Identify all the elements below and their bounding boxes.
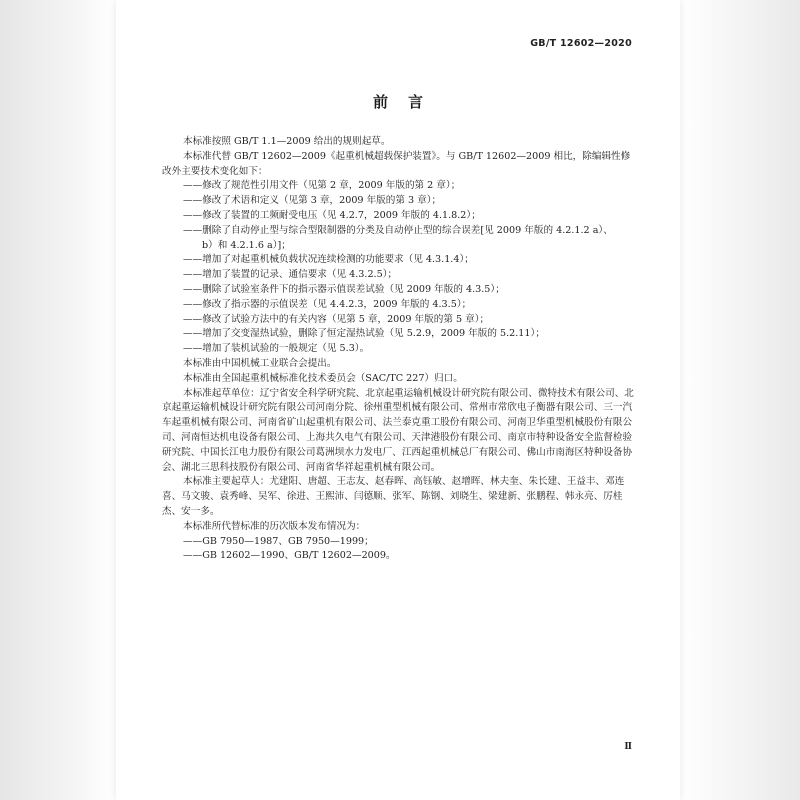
list-item: ——GB 12602—1990、GB/T 12602—2009。 [183,550,396,562]
document-body [162,135,636,564]
list-item: ——修改了装置的工频耐受电压（见 4.2.7，2009 年版的 4.1.8.2）； [183,209,481,221]
list-item: ——增加了对起重机械负载状况连续检测的功能要求（见 4.3.1.4）； [183,254,474,266]
paragraph: 本标准按照 GB/T 1.1—2009 给出的规则起草。 [183,136,391,147]
list-item: ——删除了自动停止型与综合型限制器的分类及自动停止型的综合误差[见 2009 年版的 4.2.1.2 a）、 [183,224,613,236]
paragraph: 本标准由中国机械工业联合会提出。 [183,357,337,369]
list-item: ——修改了指示器的示值误差（见 4.4.2.3，2009 年版的 4.3.5）； [183,298,472,310]
list-item: ——增加了装机试验的一般规定（见 5.3）。 [183,343,370,355]
paragraph: 本标准所代替标准的历次版本发布情况为： [183,520,366,532]
list-item: ——修改了试验方法中的有关内容（见第 5 章，2009 年版的第 5 章）； [183,313,490,325]
page-title: 前言 [372,93,443,111]
list-item: ——增加了交变湿热试验，删除了恒定湿热试验（见 5.2.9，2009 年版的 5.2.11）； [183,328,545,340]
page-number: Ⅱ [624,742,632,752]
paragraph: 本标准代替 GB/T 12602—2009《起重机械超载保护装置》。与 GB/T 12602—2009 相比，除编辑性修改外主要技术变化如下： [162,150,631,177]
drafters-paragraph: 本标准主要起草人：尤建阳、唐超、王志友、赵春晖、高钰敏、赵增晖、林夫奎、朱长建、王益丰、邓连喜、马文骏、袁秀峰、吴军、徐进、王熙沛、闫德顺、张军、陈钢、刘晓生、梁建新、张鹏程、韩永亮、厉桂杰、安一多。 [162,476,625,517]
list-item: ——增加了装置的记录、通信要求（见 4.3.2.5）； [183,269,398,281]
document-page [116,0,680,800]
paragraph: 本标准由全国起重机械标准化技术委员会（SAC/TC 227）归口。 [183,372,463,384]
page-gutter-left [0,0,116,800]
list-item: ——修改了术语和定义（见第 3 章，2009 年版的第 3 章）； [183,195,442,207]
list-item: ——修改了规范性引用文件（见第 2 章，2009 年版的第 2 章）； [183,180,461,192]
drafting-units-paragraph: 本标准起草单位：辽宁省安全科学研究院、北京起重运输机械设计研究院有限公司、微特技术有限公司、北京起重运输机械设计研究院有限公司河南分院、徐州重型机械有限公司、常州市常欣电子衡器有限公司、三一汽车起重机械有限公司、河南省矿山起重机有限公司、法兰泰克重工股份有限公司、河南卫华重型机械股份有限公司、河南恒达机电设备有限公司、上海共久电气有限公司、天津港股份有限公司、南京市特种设备安全监督检验研究院、中国长江电力股份有限公司葛洲坝水力发电厂、江西起重机械总厂有限公司、佛山市南海区特种设备协会、湖北三思科技股份有限公司、河南省华祥起重机械有限公司。 [162,387,634,473]
list-item-continuation: b）和 4.2.1.6 a）]； [202,239,291,251]
page-gutter-right [680,0,800,800]
standard-code: GB/T 12602—2020 [530,38,632,49]
list-item: ——GB 7950—1987、GB 7950—1999； [183,535,374,547]
list-item: ——删除了试验室条件下的指示器示值误差试验（见 2009 年版的 4.3.5）； [183,283,505,295]
